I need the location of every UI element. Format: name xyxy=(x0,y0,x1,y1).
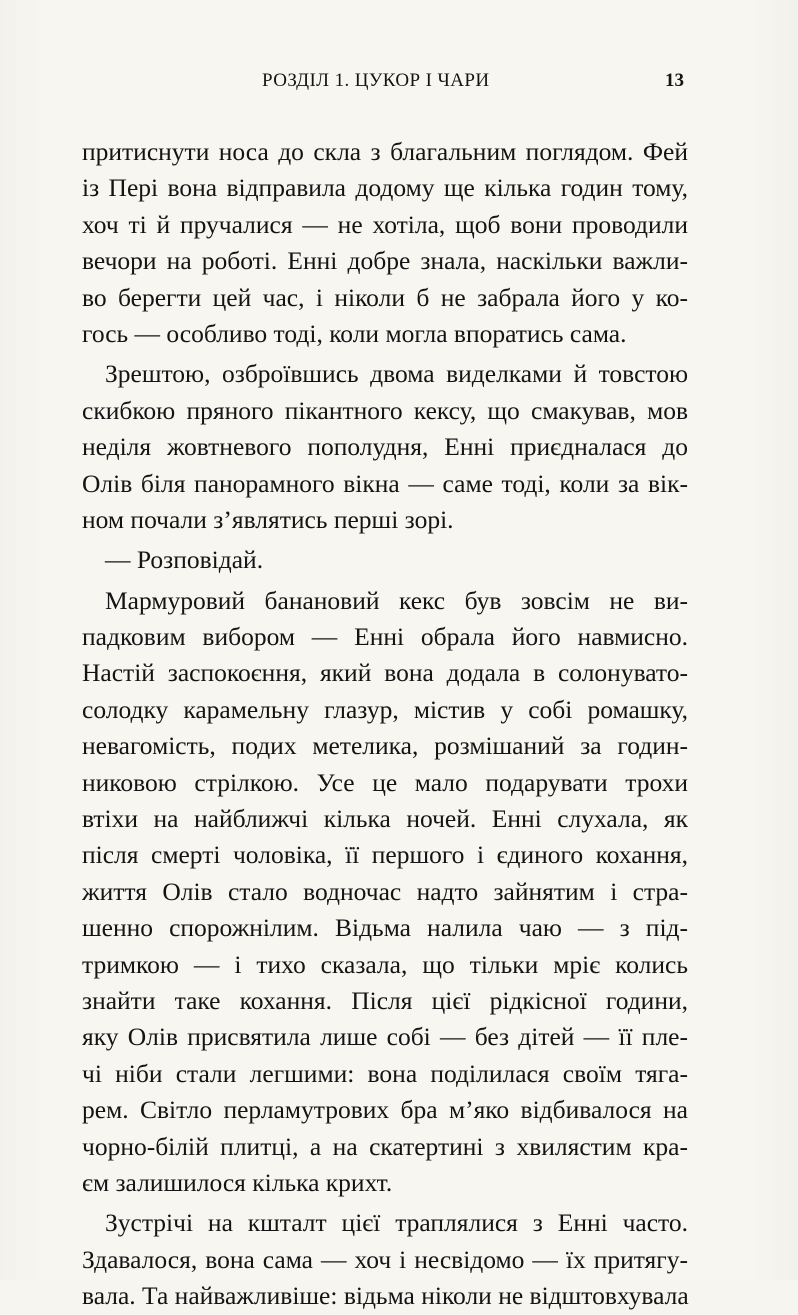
dialogue-line: — Розповідай. xyxy=(105,545,264,575)
text-line: хоч ті й пручалися — не хотіла, щоб вони проводили xyxy=(82,209,688,239)
text-line: во берегти цей час, і ніколи б не забрала його у ко- xyxy=(82,282,688,312)
text-line: Здавалося, вона сама — хоч і несвідомо — їх притягу- xyxy=(82,1244,688,1274)
text-line: Зрештою, озброївшись двома виделками й товстою xyxy=(105,359,688,389)
text-line: Зустрічі на кшталт цієї траплялися з Енні часто. xyxy=(105,1208,688,1238)
text-line: чорно-білій плитці, а на скатертині з хвилястим кра- xyxy=(82,1131,688,1161)
text-line: невагомість, подих метелика, розмішаний за годин- xyxy=(82,731,688,761)
text-line: втіхи на найближчі кілька ночей. Енні слухала, як xyxy=(82,804,688,834)
text-line: ном почали з’являтись перші зорі. xyxy=(82,504,454,534)
text-line: тримкою — і тихо сказала, що тільки мріє колись xyxy=(82,949,688,979)
running-header xyxy=(0,70,798,100)
text-line: солодку карамельну глазур, містив у собі ромашку, xyxy=(82,694,688,724)
text-line: неділя жовтневого пополудня, Енні приєдналася до xyxy=(82,432,688,462)
text-line: рем. Світло перламутрових бра м’яко відбивалося на xyxy=(82,1095,688,1125)
text-line: вала. Та найважливіше: відьма ніколи не відштовхувала xyxy=(82,1281,689,1311)
text-line: гось — особливо тоді, коли могла впоратись сама. xyxy=(82,318,627,348)
text-line: притиснути носа до скла з благальним поглядом. Фей xyxy=(82,137,688,166)
text-line: знайти таке кохання. Після цієї рідкісної години, xyxy=(82,985,688,1015)
text-line: чі ніби стали легшими: вона поділилася своїм тяга- xyxy=(82,1058,688,1088)
text-line: яку Олів присвятила лише собі — без дітей — її пле- xyxy=(82,1022,688,1052)
text-line: життя Олів стало водночас надто зайнятим і стра- xyxy=(82,876,688,906)
text-line: після смерті чоловіка, її першого і єдиного кохання, xyxy=(82,840,688,870)
body-text xyxy=(82,134,688,1315)
text-line: Мармуровий банановий кекс був зовсім не ви- xyxy=(105,585,688,615)
text-line: падковим вибором — Енні обрала його навмисно. xyxy=(82,622,688,652)
text-line: із Пері вона відправила додому ще кілька годин тому, xyxy=(82,173,688,203)
chapter-title: РОЗДІЛ 1. ЦУКОР І ЧАРИ xyxy=(262,70,490,91)
text-line: никовою стрілкою. Усе це мало подарувати трохи xyxy=(82,767,688,797)
text-line: скибкою пряного пікантного кексу, що смакував, мов xyxy=(82,395,688,425)
text-line: єм залишилося кілька крихт. xyxy=(82,1167,393,1197)
text-line: Олів біля панорамного вікна — саме тоді, коли за вік- xyxy=(82,468,688,498)
page-number: 13 xyxy=(665,70,684,91)
text-line: шенно спорожнілим. Відьма налила чаю — з під- xyxy=(82,913,688,943)
text-line: вечори на роботі. Енні добре знала, наскільки важли- xyxy=(82,246,688,276)
text-line: Настій заспокоєння, який вона додала в солонувато- xyxy=(82,658,688,688)
